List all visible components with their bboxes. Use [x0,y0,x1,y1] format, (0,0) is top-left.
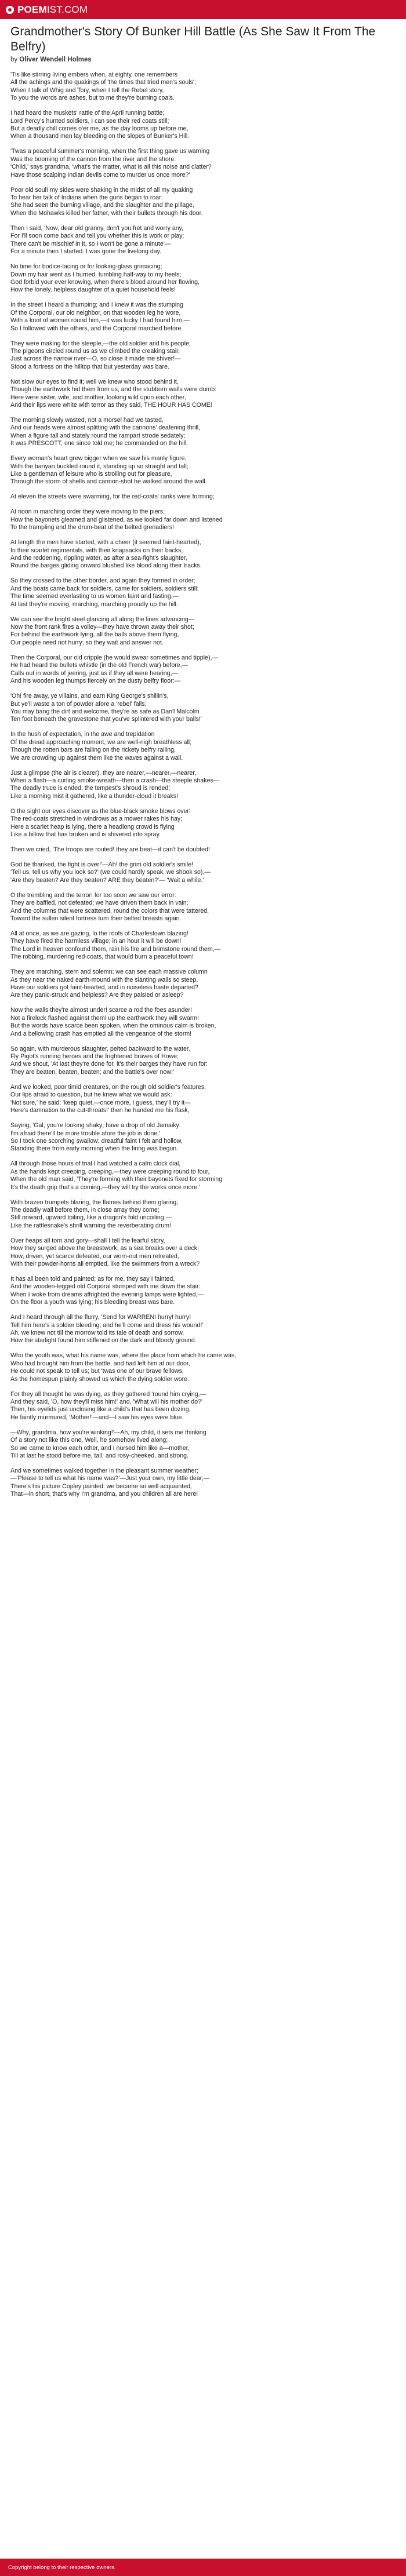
poem-line: How the starlight found him stiffened on the dark and bloody ground. [10,1337,197,1345]
stanza [10,417,396,448]
poem-line: Just a glimpse (the air is clearer), they are nearer,—nearer,—nearer, [10,769,197,777]
author-link[interactable]: Oliver Wendell Holmes [19,56,92,63]
site-logo[interactable] [6,4,88,16]
poem-line: Through the storm of shells and cannon-shot he walked around the wall. [10,478,207,486]
poem-line: In the street I heard a thumping; and I knew it was the stumping [10,301,183,309]
poem-line: They have fired the harmless village; in an hour it will be down! [10,938,182,945]
stanza [10,148,396,179]
poem-line: That—in short, that's why I'm grandma, and you children all are here! [10,1491,198,1498]
poem-line: With brazen trumpets blaring, the flames behind them glaring, [10,1198,179,1206]
poem-line: And the reddening, rippling water, as after a sea-fight's slaughter, [10,555,187,562]
poem-line: 'Child,' says grandma, 'what's the matter, what is all this noise and clatter? [10,163,212,171]
stanza [10,340,396,371]
poem-line: When a flash—a curling smoke-wreath—then a crash—the steeple shakes— [10,777,220,784]
stanza [10,378,396,410]
poem-line: They are baffled, not defeated; we have driven them back in vain; [10,899,188,907]
poem-line: I had heard the muskets' rattle of the April running battle; [10,110,165,117]
poem-line: Then I said, 'Now, dear old granny, don't you fret and worry any, [10,224,184,232]
poem-line: To the trampling and the drum-beat of the belted grenadiers! [10,524,175,531]
poem-content [10,24,396,1506]
poem-line: God forbid your ever knowing, when there's blood around her flowing, [10,278,200,286]
poem-line: She had seen the burning village, and the slaughter and the pillage, [10,202,194,209]
poem-line: 'Not sure,' he said; 'keep quiet,—once more, I guess, they'll try it— [10,1099,191,1106]
poem-line: Till at last he stood before me, tall, and rosy-cheeked, and strong. [10,1452,188,1460]
poem-line: Toward the sullen silent fortress turn their belted breasts again. [10,915,182,922]
stanza [10,1045,396,1077]
site-header [0,0,406,19]
poem-line: Standing there from early morning when the firing was begun. [10,1145,179,1153]
poem-line: You may bang the dirt and welcome, they're as safe as Dan'l Malcolm [10,708,200,715]
stanza [10,187,396,218]
poem-line: When a figure tall and stately round the rampart strode sedately; [10,432,186,439]
poem-line: How the lonely, helpless daughter of a quiet household feels! [10,286,176,294]
poem-line: When the old man said, 'They're forming with their bayonets fixed for storming: [10,1176,224,1183]
poem-line: —Why, grandma, how you're winking!'—Ah, my child, it sets me thinking [10,1429,206,1436]
poem-line: I'm afraid there'll be more trouble afore the job is done;' [10,1129,161,1137]
poem-line: And we shout, 'At last they're done for, it's their barges they have run for: [10,1061,208,1068]
poem-line: For behind the earthwork lying, all the balls above them flying, [10,631,179,639]
poem-line: To hear her talk of Indians when the guns began to roar: [10,194,163,202]
logo-text-bold: POEM [17,3,47,15]
stanza [10,493,396,501]
poem-line: All the achings and the quakings of 'the times that tried men's souls'; [10,79,196,86]
stanza [10,846,396,854]
poem-line: As the homespun plainly showed us which the dying soldier wore. [10,1375,189,1383]
logo-icon [6,6,14,14]
stanza [10,693,396,724]
stanza [10,71,396,103]
poem-line: The robbing, murdering red-coats, that would burn a peaceful town! [10,953,194,961]
poem-line: And a bellowing crash has emptied all the vengeance of the storm! [10,1030,192,1037]
poem-line: For I'll soon come back and tell you whether this is work or play; [10,232,184,240]
stanza [10,930,396,961]
stanza [10,1314,396,1345]
poem-line: So I followed with the others, and the Corporal marched before. [10,325,183,332]
poem-line: He could not speak to tell us; but 'twas one of our brave fellows, [10,1368,184,1375]
poem-line: When I woke from dreams affrighted the evening lamps were lighted,— [10,1291,204,1298]
poem-line: At length the men have started, with a cheer (it seemed faint-hearted), [10,539,201,546]
poem-line: Our lips afraid to question, but he knew what we would ask: [10,1091,172,1099]
stanza [10,110,396,141]
poem-line: At last they're moving, marching, marching proudly up the hill. [10,600,178,608]
poem-line: When a thousand men lay bleeding on the slopes of Bunker's Hill. [10,133,190,140]
poem-line: Though the earthwork hid them from us, and the stubborn walls were dumb: [10,386,217,393]
poem-line: Calls out in words of jeering, just as if they all were hearing,— [10,669,179,677]
poem-line: Here's damnation to the cut-throats!' then he handed me his flask, [10,1107,190,1114]
poem-line: And we looked, poor timid creatures, on the rough old soldier's features, [10,1083,206,1091]
poem-line: We are crowding up against them like the waves against a wall. [10,754,183,761]
poem-line: 'Tis like stirring living embers when, at eighty, one remembers [10,71,178,78]
poem-line: Then, his eyelids just unclosing like a child's that has been dozing, [10,1406,191,1413]
poem-line: Fly Pigot's running heroes and the frightened braves of Howe; [10,1053,179,1061]
stanza [10,263,396,294]
poem-line: Ah, we knew not till the morrow told its tale of death and sorrow, [10,1329,184,1336]
poem-line: At noon in marching order they were moving to the piers; [10,508,165,516]
stanza [10,731,396,762]
poem-line: But ye'll waste a ton of powder afore a 'rebel' falls; [10,700,147,708]
poem-line: Down my hair went as I hurried, tumbling half-way to my heels; [10,271,182,278]
poem-line: How they surged above the breastwork, as a sea breaks over a deck; [10,1245,200,1252]
poem-line: 'Twas a peaceful summer's morning, when the first thing gave us warning [10,148,210,155]
poem-line: For they all thought he was dying, as they gathered 'round him crying,— [10,1390,206,1398]
poem-line: Ten foot beneath the gravestone that you've splintered with your balls!' [10,716,202,723]
poem-line: The morning slowly wasted, not a morsel had we tasted, [10,416,164,424]
poem-line: Stood a fortress on the hilltop that but yesterday was bare. [10,363,169,370]
stanza [10,654,396,686]
poem-line: For a minute then I started. I was gone the livelong day. [10,248,162,256]
poem-line: As the hands kept creeping, creeping,—they were creeping round to four, [10,1168,210,1175]
poem-line: Now the front rank fires a volley—they have thrown away their shot; [10,624,194,631]
poem-line: Now the walls they're almost under! scarce a rod the foes asunder! [10,1007,192,1014]
poem-line: Who the youth was, what his name was, where the place from which he came was, [10,1352,237,1360]
poem-line: O the trembling and the terror! for too soon we saw our error: [10,891,176,899]
poem-line: On the floor a youth was lying; his bleeding breast was bare. [10,1299,175,1306]
poem-line: How, driven, yet scarce defeated, our worn-out men retreated, [10,1252,179,1260]
poem-line: Have our soldiers got faint-hearted, and in noiseless haste departed? [10,984,198,992]
poem-line: Are they panic-struck and helpless? Are they palsied or asleep? [10,992,184,999]
poem-line: The red-coats stretched in windrows as a mower rakes his hay; [10,815,183,823]
stanza [10,861,396,884]
poem-line: But the words have scarce been spoken, when the ominous calm is broken, [10,1022,216,1030]
stanza [10,1352,396,1383]
poem-line: 'Are they beaten? Are they beaten? ARE they beaten?'— 'Wait a while.' [10,876,204,884]
site-footer [0,2559,406,2576]
poem-line: It's the death grip that's a coming,—they will try the works once more.' [10,1183,200,1191]
poem-line: He had heard the bullets whistle (in the old French war) before,— [10,662,188,669]
stanza [10,892,396,923]
stanza [10,616,396,647]
copyright-text: Copyright belong to their respective owners. [8,2564,116,2571]
poem-line: Saying, 'Gal, you're looking shaky; have a drop of old Jamaiky: [10,1122,181,1129]
poem-line: So again, with murderous slaughter, pelted backward to the water, [10,1045,190,1052]
stanza [10,1276,396,1307]
poem-line: 'Oh! fire away, ye villains, and earn King George's shillin's, [10,693,169,700]
poem-line: And our heads were almost splitting with the cannons' deafening thrill, [10,424,201,432]
logo-text-light: IST.COM [46,3,88,15]
poem-line: Like the rattlesnake's shrill warning the reverberating drum! [10,1222,172,1229]
poem-line: So I took one scorching swallow; dreadful faint I felt and hollow, [10,1137,183,1145]
poem-line: All through those hours of trial I had watched a calm clock dial, [10,1160,181,1168]
stanza [10,577,396,609]
byline-prefix: by [10,56,20,63]
poem-line: And I heard through all the flurry, 'Send for WARREN! hurry! hurry! [10,1314,191,1321]
stanza [10,508,396,531]
poem-line: Still onward, upward toiling, like a dragon's fold uncoiling,— [10,1214,172,1222]
poem-line: As they near the naked earth-mound with the slanting walls so steep. [10,976,198,983]
poem-line: And we sometimes walked together in the pleasant summer weather; [10,1467,198,1475]
poem-line: The pigeons circled round us as we climbed the creaking stair, [10,347,180,355]
poem-line: With their powder-horns all emptied, like the swimmers from a wreck? [10,1260,200,1267]
poem-line: Here were sister, wife, and mother, looking wild upon each other, [10,393,186,401]
poem-line: Who had brought him from the battle, and had left him at our door, [10,1360,190,1367]
poem-line: In the hush of expectation, in the awe and trepidation [10,731,155,738]
poem-body [10,71,396,1499]
poem-title: Grandmother's Story Of Bunker Hill Battle (As She Saw It From The Belfry) [10,25,376,53]
stanza [10,1084,396,1115]
poem-line: He faintly murmured, 'Mother!'—and—I saw his eyes were blue. [10,1413,184,1421]
poem-line: Not a firelock flashed against them! up the earthwork they will swarm! [10,1014,200,1022]
poem-line: Like a morning mist it gathered, like a thunder-cloud it breaks! [10,792,179,800]
poem-line: Like a gentleman of leisure who is strolling out for pleasure, [10,471,172,478]
poem-line: —'Please to tell us what his name was?'—Just your own, my little dear,— [10,1475,210,1482]
poem-line: So they crossed to the other border, and again they formed in order; [10,577,195,585]
poem-line: And they said, 'O, how they'll miss him!' and, 'What will his mother do?' [10,1398,203,1406]
poem-line: And the wooden-legged old Corporal stumped with me down the stair: [10,1283,201,1291]
poem-line: It has all been told and painted; as for me, they say I fainted, [10,1275,175,1282]
stanza [10,1237,396,1269]
stanza [10,770,396,801]
poem-line: Round the barges gliding onward blushed like blood along their tracks. [10,562,202,570]
poem-line: When the Mohawks killed her father, with their bullets through his door. [10,209,203,217]
stanza [10,1007,396,1038]
poem-line: All at once, as we are gazing, lo the roofs of Charlestown blazing! [10,930,188,937]
stanza [10,455,396,486]
stanza [10,808,396,839]
poem-line: To you the words are ashes, but to me they're burning coals. [10,94,175,102]
poem-line: The deadly wall before them, in close array they come; [10,1206,160,1214]
stanza [10,1160,396,1192]
poem-line: The deadly truce is ended; the tempest's shroud is rended; [10,785,171,792]
poem-line: At eleven the streets were swarming, for the red-coats' ranks were forming; [10,493,215,501]
poem-line: With a knot of women round him,—it was lucky I had found him,— [10,317,190,325]
poem-line: Then the Corporal, our old cripple (he would swear sometimes and tipple),— [10,654,219,661]
stanza [10,225,396,256]
poem-line: Lord Percy's hunted soldiers, I can see their red coats still; [10,117,169,125]
stanza [10,1429,396,1460]
poem-line: Of a story not like this one. Well, he somehow lived along; [10,1437,168,1444]
poem-line: Our people need not hurry; so they wait and answer not. [10,639,164,646]
stanza [10,968,396,1000]
poem-line: Over heaps all torn and gory—shall I tell the fearful story, [10,1237,165,1244]
poem-line: Of the Corporal, our old neighbor, on that wooden leg he wore, [10,309,181,316]
poem-line: No time for bodice-lacing or for looking-glass grimacing; [10,263,162,271]
poem-line: But a deadly chill comes o'er me, as the day looms up before me, [10,125,188,133]
poem-line: 'Tell us, tell us why you look so?' (we could hardly speak, we shook so),— [10,869,211,876]
poem-line: We can see the bright steel glancing all along the lines advancing— [10,615,195,623]
poem-line: When I talk of Whig and Tory, when I tell the Rebel story, [10,86,164,94]
byline [10,56,396,63]
poem-line: And his wooden leg thumps fiercely on the dusty belfry floor:— [10,677,181,685]
poem-line: God be thanked, the fight is over!'—Ah! the grim old soldier's smile! [10,861,193,868]
poem-line: Have those scalping Indian devils come to murder us once more?' [10,171,190,178]
poem-line: How the bayonets gleamed and glistened, as we looked far down and listened [10,516,223,523]
poem-line: With the banyan buckled round it, standing up so straight and tall; [10,462,188,470]
stanza [10,1467,396,1499]
poem-line: In their scarlet regimentals, with their knapsacks on their backs, [10,546,183,554]
poem-line: Was the booming of the cannon from the river and the shore: [10,155,176,163]
poem-line: Like a billow that has broken and is shivered into spray. [10,830,161,838]
poem-line: So we came to know each other, and I nursed him like a—mother, [10,1444,190,1452]
poem-line: Though the rotten bars are failing on the rickety belfry railing, [10,746,176,754]
poem-line: O the sight our eyes discover as the blue-black smoke blows over! [10,807,191,815]
poem-line: They were making for the steeple,—the old soldier and his people; [10,340,191,347]
stanza [10,1391,396,1422]
poem-line: They are marching, stern and solemn; we can see each massive column [10,968,208,976]
poem-line: And the columns that were scattered, round the colors that were tattered, [10,907,209,914]
stanza [10,539,396,570]
poem-line: And their lips were white with terror as they said, THE HOUR HAS COME! [10,401,212,409]
poem-line: Just across the narrow river—O, so close it made me shiver!— [10,355,181,363]
poem-line: Tell him here's a soldier bleeding, and he'll come and dress his wound!' [10,1321,204,1329]
stanza [10,1122,396,1153]
poem-line: Not slow our eyes to find it; well we knew who stood behind it, [10,378,179,385]
poem-line: Every woman's heart grew bigger when we saw his manly figure, [10,455,187,462]
poem-line: Here a scarlet heap is lying, there a headlong crowd is flying [10,823,175,830]
poem-line: Of the dread approaching moment, we are well-nigh breathless all; [10,738,192,746]
poem-line: It was PRESCOTT, one since told me; he commanded on the hill. [10,440,188,447]
poem-line: They are beaten, beaten, beaten; and the battle's over now!' [10,1068,175,1076]
poem-line: The Lord in heaven confound them, rain his fire and brimstone round them,— [10,945,221,953]
stanza [10,301,396,333]
poem-line: There can't be mischief in it, so I won't be gone a minute'— [10,240,171,247]
poem-line: Then we cried, 'The troops are routed! they are beat—it can't be doubted! [10,846,210,853]
poem-line: Poor old soul! my sides were shaking in the midst of all my quaking [10,186,193,194]
poem-line: There's his picture Copley painted: we became so well acquainted, [10,1482,192,1490]
poem-line: The time seemed everlasting to us women faint and fasting,— [10,593,179,600]
stanza [10,1199,396,1230]
poem-line: And the boats came back for soldiers, came for soldiers, soldiers still: [10,585,199,592]
